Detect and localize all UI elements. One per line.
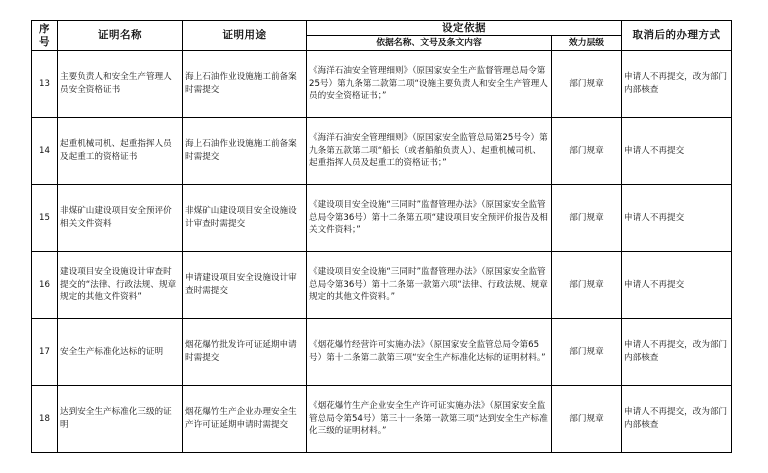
table-row [32,386,732,453]
handling-after-cancel: 申请人不再提交，改为部门内部核查 [622,319,732,386]
certificate-name: 起重机械司机、起重指挥人员及起重工的资格证书 [58,118,183,185]
row-number: 14 [32,118,58,185]
certificate-use: 烟花爆竹批发许可证延期申请时需提交 [183,319,307,386]
header-use: 证明用途 [183,21,307,51]
certificate-use: 申请建设项目安全设施设计审查时需提交 [183,252,307,319]
header-level: 效力层级 [552,36,622,51]
row-number: 18 [32,386,58,453]
table-body [32,51,732,453]
legal-basis: 《建设项目安全设施“三同时”监督管理办法》（原国家安全监管总局令第36号）第十二条第五项“建设项目安全预评价报告及相关文件资料；” [307,185,552,252]
legal-basis: 《海洋石油安全管理细则》（原国家安全监管总局第25号令）第九条第五款第二项“船长（或者船舶负责人）、起重机械司机、起重指挥人员及起重工的资格证书；” [307,118,552,185]
certificate-name: 安全生产标准化达标的证明 [58,319,183,386]
header-basis-detail: 依据名称、文号及条文内容 [307,36,552,51]
row-number: 16 [32,252,58,319]
legal-basis: 《烟花爆竹生产企业安全生产许可证实施办法》（原国家安全监管总局令第54号）第三十一条第一款第三项“达到安全生产标准化三级的证明材料。” [307,386,552,453]
certificate-name: 非煤矿山建设项目安全预评价相关文件资料 [58,185,183,252]
effect-level: 部门规章 [552,319,622,386]
effect-level: 部门规章 [552,51,622,118]
header-basis-group: 设定依据 [307,21,622,36]
row-number: 17 [32,319,58,386]
certificate-use: 非煤矿山建设项目安全设施设计审查时需提交 [183,185,307,252]
certificate-name: 建设项目安全设施设计审查时提交的“法律、行政法规、规章规定的其他文件资料” [58,252,183,319]
legal-basis: 《烟花爆竹经营许可实施办法》（原国家安全监管总局令第65号）第十二条第二款第三项“安全生产标准化达标的证明材料。” [307,319,552,386]
table-row [32,51,732,118]
table-row [32,252,732,319]
certificate-use: 海上石油作业设施施工前备案时需提交 [183,51,307,118]
handling-after-cancel: 申请人不再提交 [622,185,732,252]
effect-level: 部门规章 [552,386,622,453]
handling-after-cancel: 申请人不再提交 [622,118,732,185]
certificate-use: 烟花爆竹生产企业办理安全生产许可证延期申请时需提交 [183,386,307,453]
legal-basis: 《建设项目安全设施“三同时”监督管理办法》（原国家安全监管总局令第36号）第十二条第一款第六项“法律、行政法规、规章规定的其他文件资料。” [307,252,552,319]
legal-basis: 《海洋石油安全管理细则》（原国家安全生产监督管理总局令第25号）第九条第二款第二项“设施主要负责人和安全生产管理人员的安全资格证书；” [307,51,552,118]
header-no: 序号 [32,21,58,51]
effect-level: 部门规章 [552,118,622,185]
handling-after-cancel: 申请人不再提交 [622,252,732,319]
certificate-name: 达到安全生产标准化三级的证明 [58,386,183,453]
effect-level: 部门规章 [552,252,622,319]
row-number: 13 [32,51,58,118]
table-row [32,118,732,185]
table-row [32,319,732,386]
header-name: 证明名称 [58,21,183,51]
row-number: 15 [32,185,58,252]
header-after: 取消后的办理方式 [622,21,732,51]
table-row [32,185,732,252]
certificate-table [31,20,732,453]
effect-level: 部门规章 [552,185,622,252]
handling-after-cancel: 申请人不再提交，改为部门内部核查 [622,386,732,453]
certificate-use: 海上石油作业设施施工前备案时需提交 [183,118,307,185]
table-header [32,21,732,51]
certificate-name: 主要负责人和安全生产管理人员安全资格证书 [58,51,183,118]
handling-after-cancel: 申请人不再提交，改为部门内部核查 [622,51,732,118]
